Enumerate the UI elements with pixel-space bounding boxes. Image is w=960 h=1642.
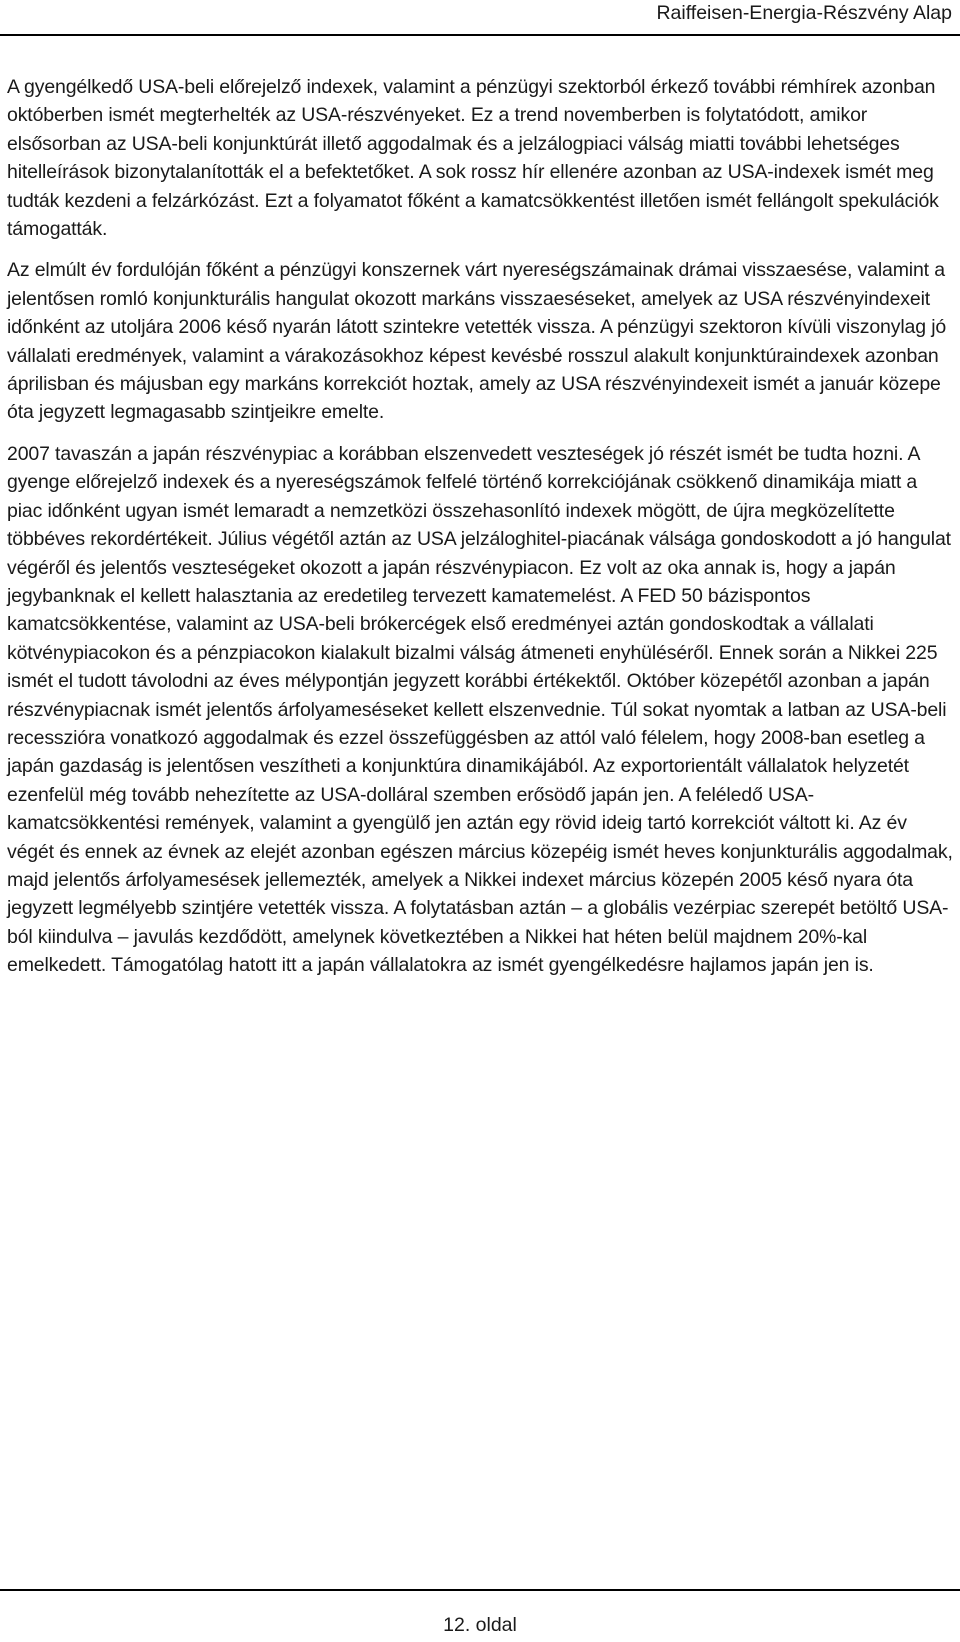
document-body [7,73,955,993]
paragraph-japan-market: 2007 tavaszán a japán részvénypiac a korábban elszenvedett veszteségek jó részét ismét be tudta hozni. A gyenge előrejelző indexek és a nyereségszámok felfelé történő korrekciójának csökkenő dinamikája miatt a piac időnként ugyan ismét lemaradt a nemzetközi összehasonlító indexek mögött, de újra megközelítette többéves rekordértékeit. Július végétől aztán az USA jelzáloghitel-piacának válsága gondoskodott a jó hangulat végéről és jelentős veszteségeket okozott a japán részvénypiacon. Ez volt az oka annak is, hogy a japán jegybanknak el kellett halasztania az eredetileg tervezett kamatemelést. A FED 50 bázispontos kamatcsökkentése, valamint az USA-beli brókercégek első eredményei aztán gondoskodtak a vállalati kötvénypiacokon és a pénzpiacokon kialakult bizalmi válság átmeneti enyhüléséről. Ennek során a Nikkei 225 ismét el tudott távolodni az éves mélypontján jegyzett korábbi értékektől. Október közepétől azonban a japán részvénypiacnak ismét jelentős árfolyameséseket kellett elszenvednie. Túl sokat nyomtak a latban az USA-beli recesszióra vonatkozó aggodalmak és ezzel összefüggésben az attól való félelem, hogy 2008-ban esetleg a japán gazdaság is jelentősen veszítheti a konjunktúra dinamikájából. Az exportorientált vállalatok helyzetét ezenfelül még tovább nehezítette az USA-dolláral szemben erősödő japán jen. A feléledő USA-kamatcsökkentési remények, valamint a gyengülő jen aztán egy rövid ideig tartó korrekciót váltott ki. Az év végét és ennek az évnek az elejét azonban egészen március közepéig ismét heves konjunkturális aggodalmak, majd jelentős árfolyamesések jellemezték, amelyek a Nikkei indexet március közepén 2005 késő nyara óta jegyzett legmélyebb szintjére vetették vissza. A folytatásban aztán – a globális vezérpiac szerepét betöltő USA-ból kiindulva – javulás kezdődött, amelynek következtében a Nikkei hat héten belül majdnem 20%-kal emelkedett. Támogatólag hatott itt a japán vállalatokra az ismét gyengélkedésre hajlamos japán jen is. [7,442,953,977]
paragraph-us-market-spring: Az elmúlt év fordulóján főként a pénzügyi konszernek várt nyereségszámainak drámai visszaesése, valamint a jelentősen romló konjunkturális hangulat okozott markáns visszaeséseket, amelyek az USA részvényindexeit időnként az utoljára 2006 késő nyarán látott szintekre vetették vissza. A pénzügyi szektoron kívüli viszonylag jó vállalati eredmények, valamint a várakozásokhoz képest kevésbé rosszul alakult konjunktúraindexek azonban áprilisban és májusban egy markáns korrekciót hoztak, amely az USA részvényindexeit ismét a január közepe óta jegyzett legmagasabb szintjeikre emelte. [7,259,947,424]
page-number: 12. oldal [443,1614,517,1636]
footer-divider [0,1589,960,1591]
header-divider [0,34,960,36]
paragraph-us-market-autumn: A gyengélkedő USA-beli előrejelző indexek, valamint a pénzügyi szektorból érkező további rémhírek azonban októberben ismét megterhelték az USA-részvényeket. Ez a trend novemberben is folytatódott, amikor elsősorban az USA-beli konjunktúrát illető aggodalmak és a jelzálogpiaci válság miatti további lehetséges hitelleírások bizonytalanították el a befektetőket. A sok rossz hír ellenére azonban az USA-indexek ismét meg tudták kezdeni a felzárkózást. Ezt a folyamatot főként a kamatcsökkentést illetően ismét fellángolt spekulációk támogatták. [7,76,939,241]
document-header-title: Raiffeisen-Energia-Részvény Alap [656,2,952,24]
